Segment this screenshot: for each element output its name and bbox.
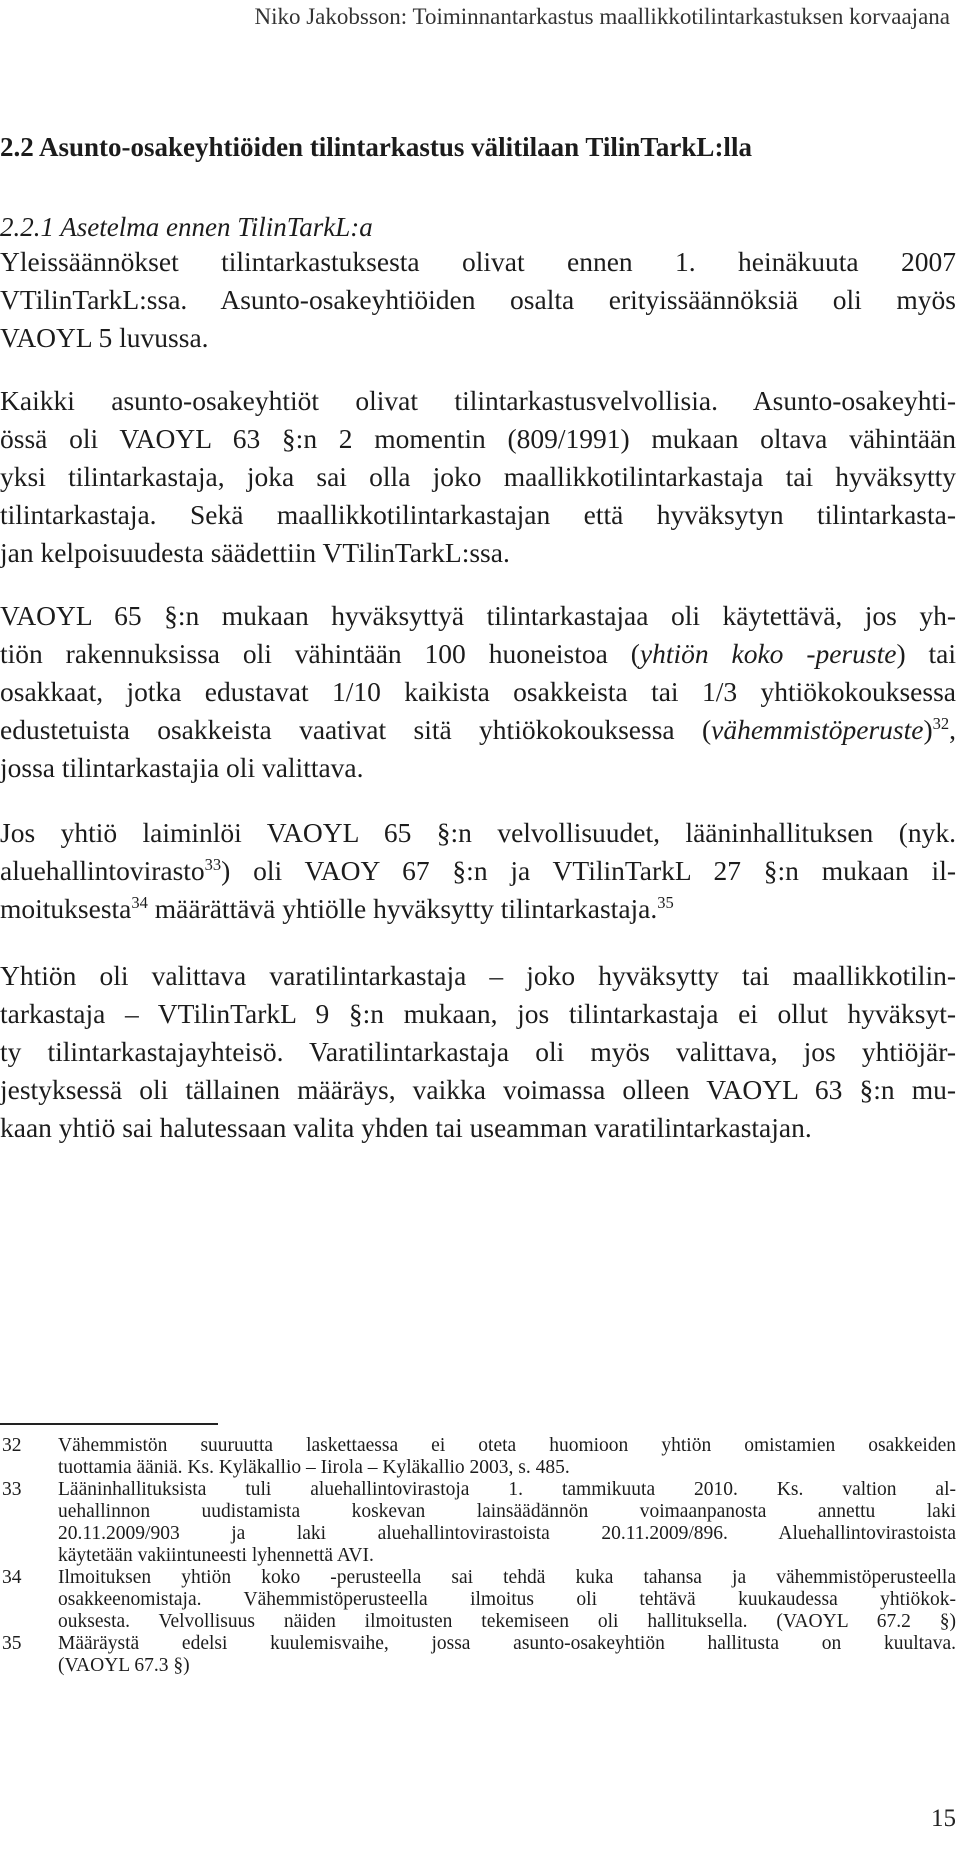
footnote-separator bbox=[0, 1423, 218, 1425]
text-line: Jos yhtiö laiminlöi VAOYL 65 §:n velvollisuudet, lääninhallituksen (nyk. bbox=[0, 817, 956, 848]
text-line: tarkastaja – VTilinTarkL 9 §:n mukaan, jos tilintarkastaja ei ollut hyväksyt- bbox=[0, 998, 956, 1029]
text-line: össä oli VAOYL 63 §:n 2 momentin (809/1991) mukaan oltava vähintään bbox=[0, 423, 956, 454]
text-segment: ) bbox=[923, 714, 933, 745]
subsection-heading: 2.2.1 Asetelma ennen TilinTarkL:a bbox=[0, 212, 373, 242]
text-line bbox=[0, 638, 956, 670]
page-number: 15 bbox=[931, 1805, 956, 1832]
text-segment: , bbox=[949, 714, 956, 745]
text-line: ty tilintarkastajayhteisö. Varatilintarkastaja oli myös valittava, jos yhtiöjär- bbox=[0, 1036, 956, 1067]
footnote-line: uehallinnon uudistamista koskevan lainsäädännön voimaanpanosta annettu laki bbox=[58, 1501, 956, 1522]
text-line: jossa tilintarkastajia oli valittava. bbox=[0, 752, 364, 783]
text-line: jestyksessä oli tällainen määräys, vaikka voimassa olleen VAOYL 63 §:n mu- bbox=[0, 1074, 956, 1105]
footnote-line: osakkeenomistaja. Vähemmistöperusteella ilmoitus oli tehtävä kuukaudessa yhtiökok- bbox=[58, 1589, 956, 1610]
text-line: yksi tilintarkastaja, joka sai olla joko maallikkotilintarkastaja tai hyväksytty bbox=[0, 461, 956, 492]
footnote-number: 33 bbox=[2, 1479, 22, 1500]
footnote-line: käytetään vakiintuneesti lyhennettä AVI. bbox=[58, 1545, 374, 1566]
text-line: Yhtiön oli valittava varatilintarkastaja – joko hyväksytty tai maallikkotilin- bbox=[0, 960, 956, 991]
text-line: Yleissäännökset tilintarkastuksesta olivat ennen 1. heinäkuuta 2007 bbox=[0, 246, 956, 277]
text-line: osakkaat, jotka edustavat 1/10 kaikista osakkeista tai 1/3 yhtiökokouksessa bbox=[0, 676, 956, 707]
footnote-ref-34[interactable]: 34 bbox=[131, 893, 148, 913]
footnote-line: Vähemmistön suuruutta laskettaessa ei oteta huomioon yhtiön omistamien osakkeiden bbox=[58, 1435, 956, 1456]
section-heading: 2.2 Asunto-osakeyhtiöiden tilintarkastus välitilaan TilinTarkL:lla bbox=[0, 132, 752, 162]
footnote-number: 35 bbox=[2, 1633, 22, 1654]
text-line: kaan yhtiö sai halutessaan valita yhden tai useamman varatilintarkastajan. bbox=[0, 1112, 812, 1143]
footnote-ref-33[interactable]: 33 bbox=[204, 855, 222, 875]
footnote-ref-35[interactable]: 35 bbox=[657, 893, 674, 913]
text-line: VAOYL 65 §:n mukaan hyväksyttyä tilintarkastajaa oli käytettävä, jos yh- bbox=[0, 600, 956, 631]
text-segment: aluehallintovirasto bbox=[0, 855, 205, 886]
text-segment: ) oli VAOY 67 §:n ja VTilinTarkL 27 §:n mukaan il- bbox=[221, 855, 956, 886]
text-segment: tiön rakennuksissa oli vähintään 100 huoneistoa ( bbox=[0, 638, 640, 669]
text-line: VAOYL 5 luvussa. bbox=[0, 322, 209, 353]
footnote-line: ouksesta. Velvollisuus näiden ilmoitusten tekemiseen oli hallituksella. (VAOYL 67.2 §) bbox=[58, 1611, 956, 1632]
text-line: Kaikki asunto-osakeyhtiöt olivat tilintarkastusvelvollisia. Asunto-osakeyhti- bbox=[0, 385, 956, 416]
text-line: VTilinTarkL:ssa. Asunto-osakeyhtiöiden osalta erityissäännöksiä oli myös bbox=[0, 284, 956, 315]
text-segment: määrättävä yhtiölle hyväksytty tilintarkastaja. bbox=[147, 893, 658, 924]
running-head: Niko Jakobsson: Toiminnantarkastus maallikkotilintarkastuksen korvaajana bbox=[254, 4, 950, 29]
footnote-line: Määräystä edelsi kuulemisvaihe, jossa asunto-osakeyhtiön hallitusta on kuultava. bbox=[58, 1633, 956, 1654]
text-line bbox=[0, 714, 956, 746]
footnote-line: Ilmoituksen yhtiön koko -perusteella sai tehdä kuka tahansa ja vähemmistöperusteella bbox=[58, 1567, 956, 1588]
footnote-number: 32 bbox=[2, 1435, 22, 1456]
footnote-line: 20.11.2009/903 ja laki aluehallintovirastoista 20.11.2009/896. Aluehallintovirastoista bbox=[58, 1523, 956, 1544]
italic-term: vähemmistöperuste bbox=[711, 714, 924, 745]
footnote-ref-32[interactable]: 32 bbox=[932, 714, 950, 734]
text-segment: edustetuista osakkeista vaativat sitä yhtiökokouksessa ( bbox=[0, 714, 712, 745]
footnote-number: 34 bbox=[2, 1567, 22, 1588]
italic-term: yhtiön koko -peruste bbox=[639, 638, 897, 669]
text-segment: ) tai bbox=[896, 638, 956, 669]
text-line: tilintarkastaja. Sekä maallikkotilintarkastajan että hyväksytyn tilintarkasta- bbox=[0, 499, 956, 530]
text-line: jan kelpoisuudesta säädettiin VTilinTarkL:ssa. bbox=[0, 537, 510, 568]
text-line bbox=[0, 893, 674, 925]
footnote-line: Lääninhallituksista tuli aluehallintovirastoja 1. tammikuuta 2010. Ks. valtion al- bbox=[58, 1479, 956, 1500]
footnote-line: (VAOYL 67.3 §) bbox=[58, 1655, 190, 1676]
footnote-line: tuottamia ääniä. Ks. Kyläkallio – Iirola – Kyläkallio 2003, s. 485. bbox=[58, 1457, 570, 1478]
text-line bbox=[0, 855, 956, 887]
text-segment: moituksesta bbox=[0, 893, 132, 924]
